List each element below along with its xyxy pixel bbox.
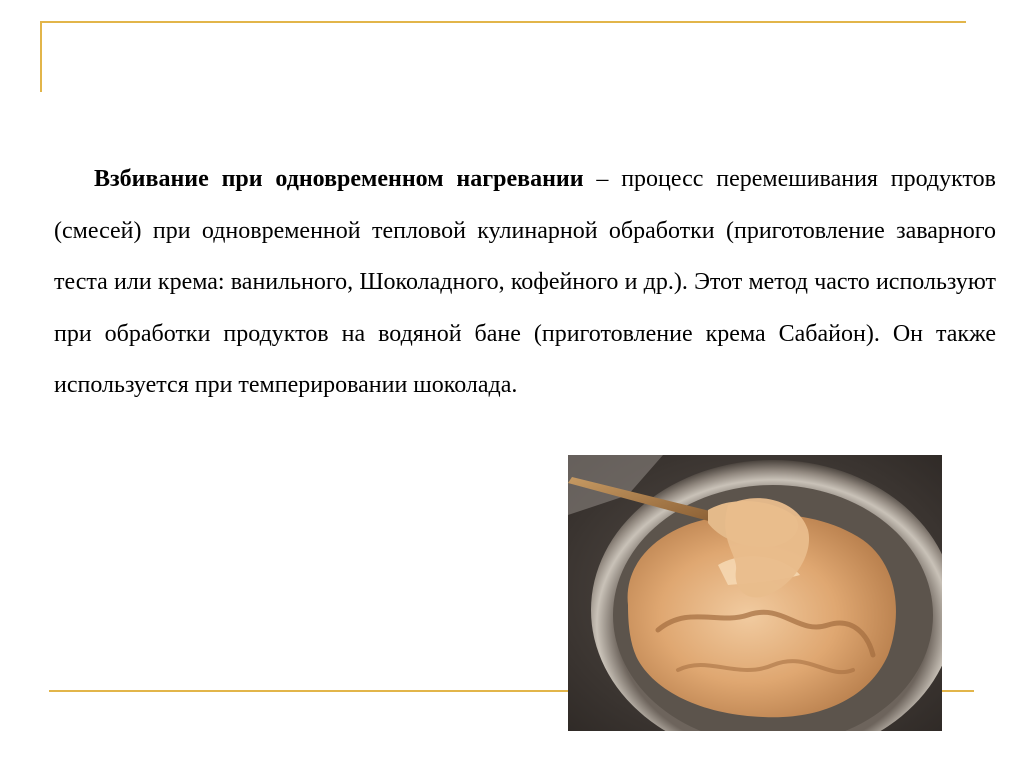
definition-text: – процесс перемешивания продуктов (смесей) при одновременной тепловой кулинарной обработки (приготовление заварного теста или крема: ванильного, Шоколадного, кофейного и др.). Этот метод часто используют при обработки продуктов на водяной бане (приготовление крема Сабайон). Он также используется при темперировании шоколада.: [54, 166, 996, 398]
cream-pot-photo: [568, 455, 942, 731]
frame-left-line: [40, 21, 42, 92]
definition-paragraph: [54, 154, 996, 412]
definition-term: Взбивание при одновременном нагревании: [94, 166, 584, 192]
frame-top-line: [40, 21, 966, 23]
